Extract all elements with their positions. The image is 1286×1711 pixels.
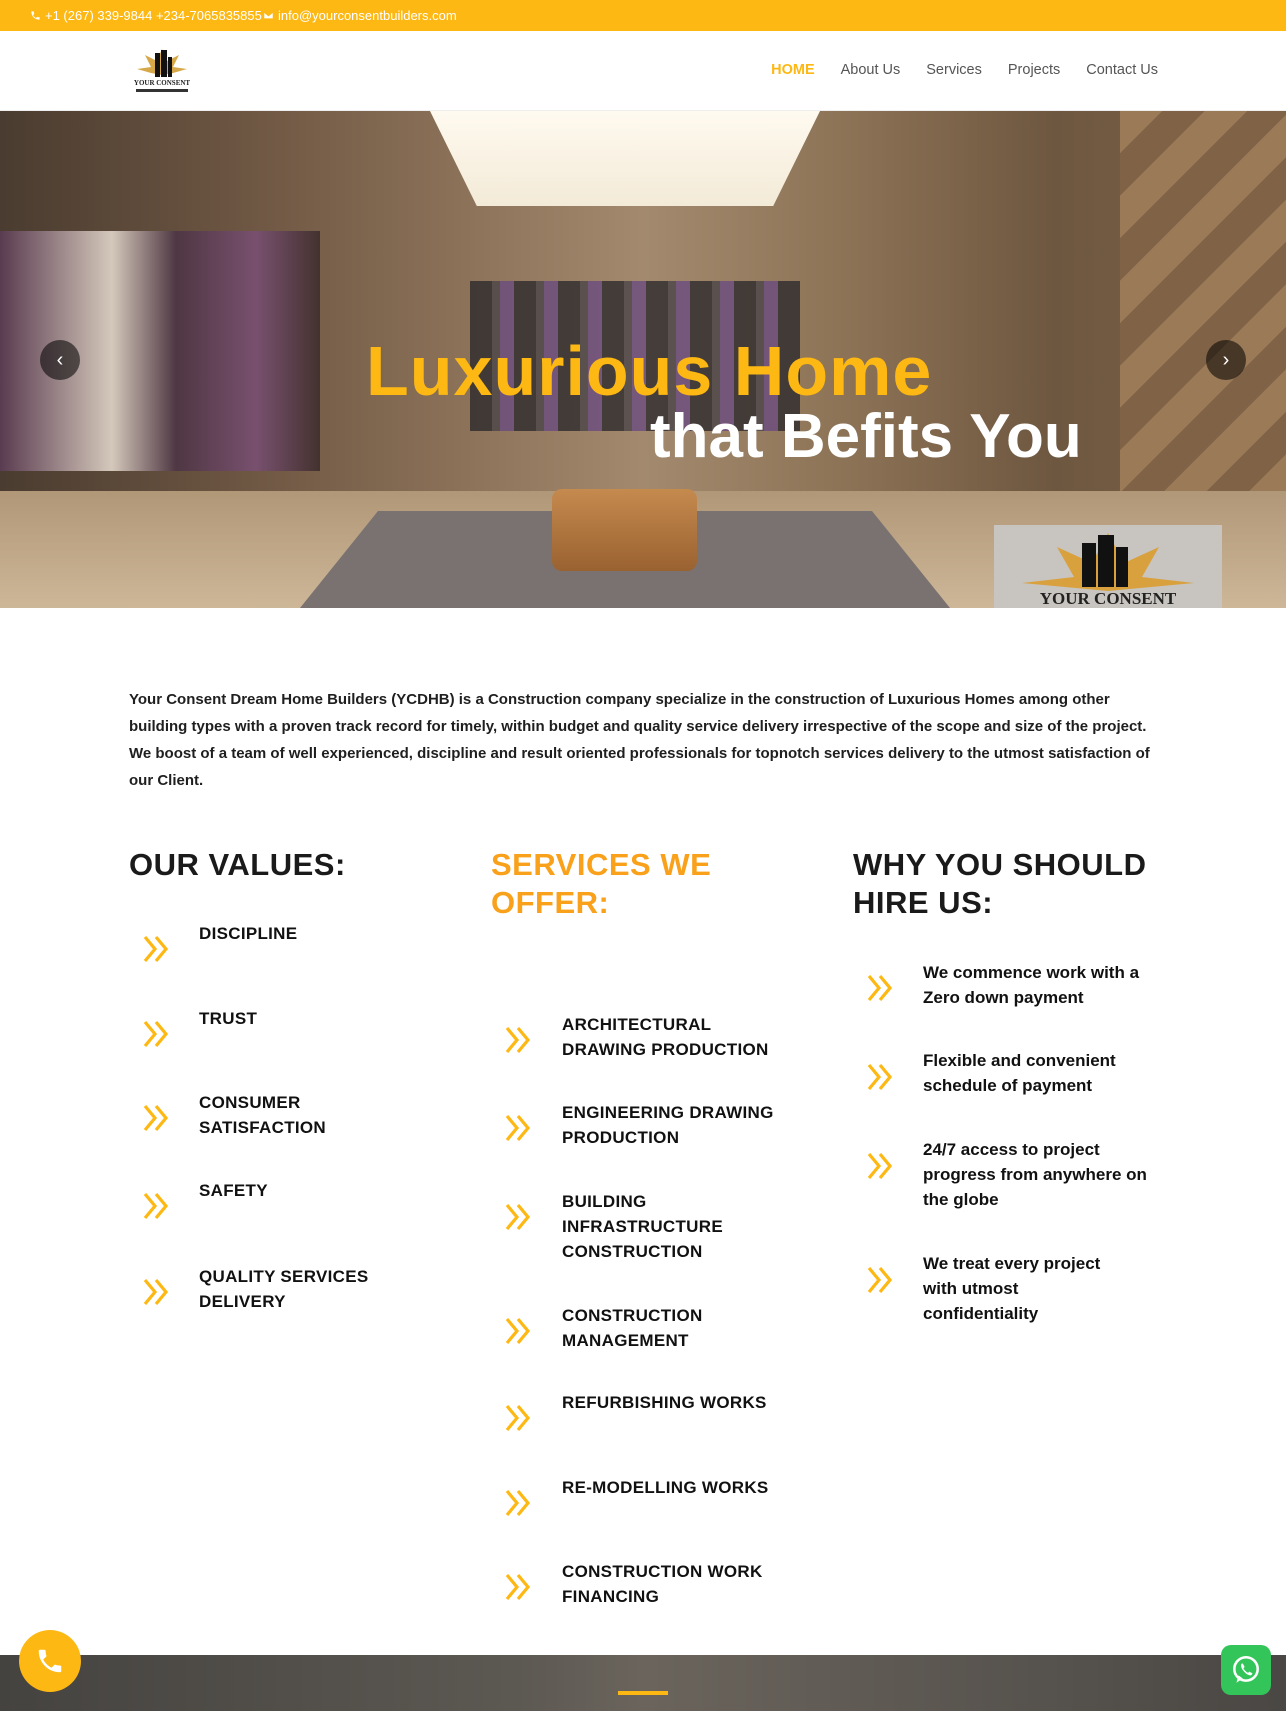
svg-text:YOUR CONSENT: YOUR CONSENT	[133, 79, 191, 87]
chevron-right-icon: ›	[1222, 348, 1230, 371]
service-item: REFURBISHING WORKS	[562, 1393, 767, 1412]
service-item: CONSTRUCTION MANAGEMENT	[562, 1306, 703, 1350]
intro-paragraph: Your Consent Dream Home Builders (YCDHB) is a Construction company specialize in the construction of Luxurious Homes among other building types with a proven track record for timely, within budget and quality service delivery irrespective of the scope and size of the project. We boost of a team of well experienced, discipline and result oriented professionals for topnotch services delivery to the utmost satisfaction of our Client.	[129, 691, 1150, 789]
double-chevron-right-icon	[142, 934, 172, 964]
services-title: SERVICES WE OFFER:	[491, 847, 712, 920]
topbar-email[interactable]	[263, 8, 457, 23]
slider-next-button[interactable]	[1206, 340, 1246, 380]
value-item: SAFETY	[199, 1181, 268, 1200]
double-chevron-right-icon	[142, 1019, 172, 1049]
hero-slider	[0, 111, 1286, 608]
service-item: CONSTRUCTION WORK FINANCING	[562, 1562, 763, 1606]
hero-headline-2: that Befits You	[650, 402, 1082, 471]
topbar-phone[interactable]	[30, 8, 262, 23]
top-bar	[0, 0, 1286, 31]
nav-about-us[interactable]: About Us	[840, 62, 901, 78]
double-chevron-right-icon	[504, 1403, 534, 1433]
topbar-phone-text: +1 (267) 339-9844 +234-7065835855	[45, 8, 262, 23]
envelope-icon	[263, 10, 274, 21]
service-item: ARCHITECTURAL DRAWING PRODUCTION	[562, 1015, 769, 1059]
service-item: ENGINEERING DRAWING PRODUCTION	[562, 1103, 774, 1147]
whatsapp-button[interactable]	[1221, 1645, 1271, 1695]
whatsapp-icon	[1229, 1653, 1263, 1687]
section-divider-accent	[618, 1691, 668, 1695]
double-chevron-right-icon	[504, 1202, 534, 1232]
why-item: Flexible and convenient schedule of payment	[923, 1051, 1116, 1095]
next-section-banner	[0, 1655, 1286, 1711]
double-chevron-right-icon	[142, 1191, 172, 1221]
value-item: DISCIPLINE	[199, 924, 298, 943]
why-title: WHY YOU SHOULD HIRE US:	[853, 847, 1147, 920]
hero-overlay-logo-text: YOUR CONSENT	[1039, 589, 1177, 608]
phone-icon	[30, 10, 41, 21]
double-chevron-right-icon	[504, 1113, 534, 1143]
double-chevron-right-icon	[142, 1277, 172, 1307]
hero-headline-1: Luxurious Home	[366, 332, 933, 410]
site-header	[0, 31, 1286, 111]
nav-contact-us[interactable]: Contact Us	[1086, 62, 1158, 78]
hero-overlay-logo	[994, 525, 1222, 608]
double-chevron-right-icon	[504, 1316, 534, 1346]
topbar-email-text: info@yourconsentbuilders.com	[278, 8, 457, 23]
nav-home[interactable]: HOME	[771, 62, 815, 78]
double-chevron-right-icon	[504, 1572, 534, 1602]
nav-services[interactable]: Services	[926, 62, 982, 78]
nav-projects[interactable]: Projects	[1007, 62, 1061, 78]
call-button[interactable]	[19, 1630, 81, 1692]
why-item: 24/7 access to project progress from anywhere on the globe	[923, 1140, 1147, 1209]
hero-ottoman	[552, 489, 697, 571]
double-chevron-right-icon	[866, 1062, 896, 1092]
why-item: We commence work with a Zero down payment	[923, 963, 1140, 1007]
service-item: RE-MODELLING WORKS	[562, 1478, 769, 1497]
slider-prev-button[interactable]	[40, 340, 80, 380]
double-chevron-right-icon	[504, 1488, 534, 1518]
value-item: CONSUMER SATISFACTION	[199, 1093, 327, 1137]
double-chevron-right-icon	[866, 1265, 896, 1295]
double-chevron-right-icon	[142, 1103, 172, 1133]
value-item: QUALITY SERVICES DELIVERY	[199, 1267, 369, 1311]
site-logo[interactable]	[131, 47, 193, 95]
service-item: BUILDING INFRASTRUCTURE CONSTRUCTION	[562, 1192, 723, 1261]
call-button-icon	[35, 1646, 65, 1676]
main-nav	[745, 62, 1158, 78]
values-title: OUR VALUES:	[129, 847, 346, 882]
double-chevron-right-icon	[866, 1151, 896, 1181]
double-chevron-right-icon	[866, 973, 896, 1003]
double-chevron-right-icon	[504, 1025, 534, 1055]
hero-ceiling-light	[430, 111, 820, 206]
value-item: TRUST	[199, 1009, 258, 1028]
chevron-left-icon: ‹	[56, 348, 64, 371]
why-item: We treat every project with utmost confidentiality	[923, 1254, 1101, 1323]
